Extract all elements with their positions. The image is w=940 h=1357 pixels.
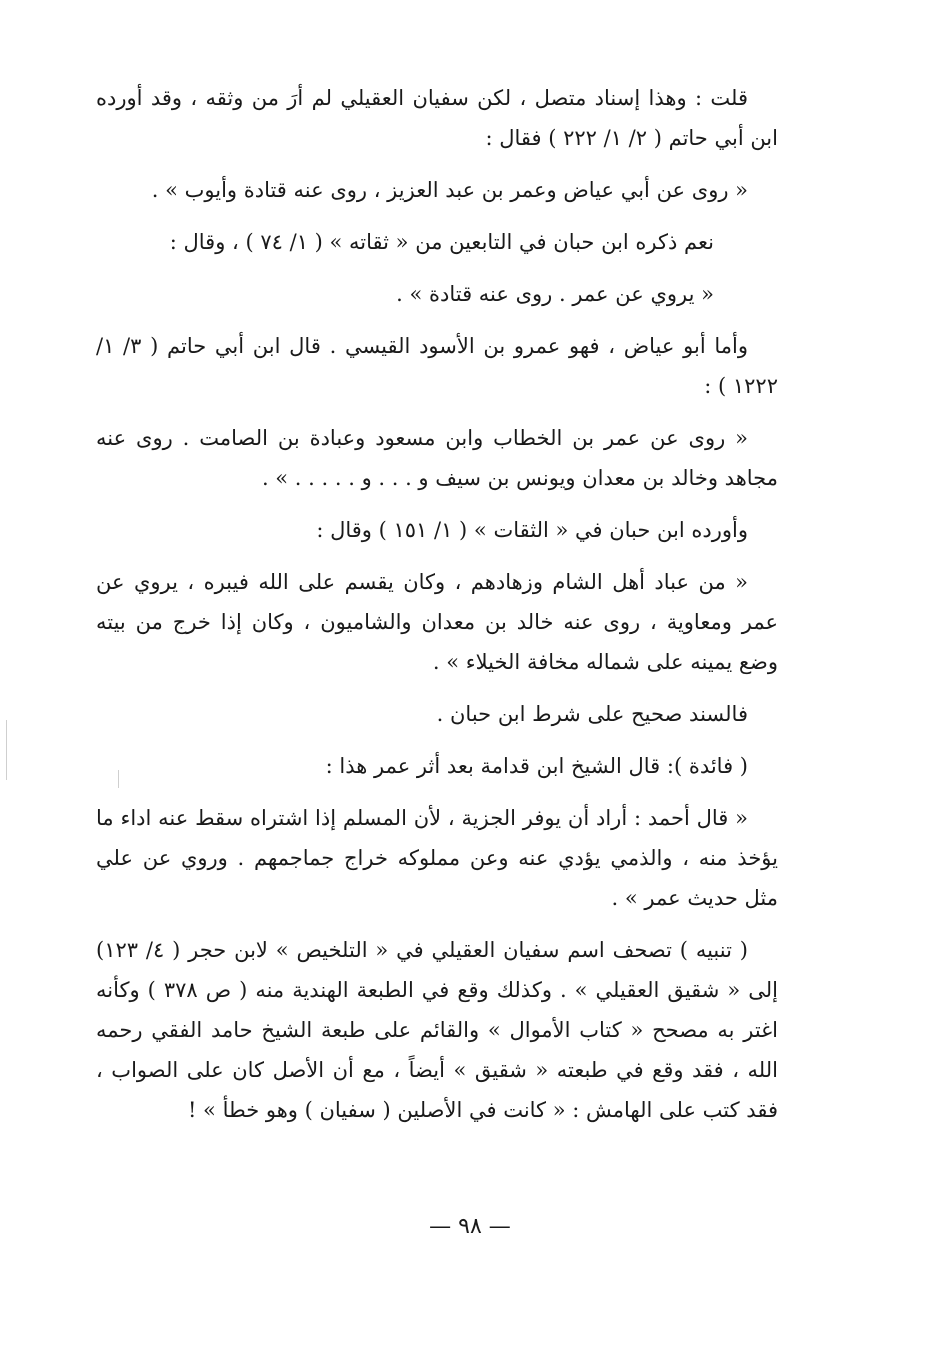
paragraph-10-note: ( فائدة ): قال الشيخ ابن قدامة بعد أثر عمر هذا : (325, 754, 748, 778)
paragraph-1: قلت : وهذا إسناد متصل ، لكن سفيان العقيلي لم أرَ من وثقه ، وقد أورده ابن أبي حاتم ( ٢/ ١/ ٢٢٢ ) فقال : (96, 86, 778, 150)
page-number: — ٩٨ — (429, 1214, 511, 1239)
paragraph-5: وأما أبو عياض ، فهو عمرو بن الأسود القيسي . قال ابن أبي حاتم ( ٣/ ١/ ١٢٢٢ ) : (96, 334, 778, 398)
paragraph-8-quote: « من عباد أهل الشام وزهادهم ، وكان يقسم على الله فيبره ، يروي عن عمر ومعاوية ، روى عنه خالد بن معدان والشاميون ، وكان إذا خرج من بيته وضع يمينه على شماله مخافة الخيلاء » . (96, 570, 778, 674)
paragraph-2-quote: « روى عن أبي عياض وعمر بن عبد العزيز ، روى عنه قتادة وأيوب » . (151, 178, 748, 202)
scan-edge-mark (6, 720, 7, 780)
paragraph-6-quote: « روى عن عمر بن الخطاب وابن مسعود وعبادة بن الصامت . روى عنه مجاهد وخالد بن معدان ويونس بن سيف و . . . و . . . . . » . (96, 426, 778, 490)
scan-speck (118, 770, 119, 788)
paragraph-3: نعم ذكره ابن حبان في التابعين من « ثقاته » ( ١/ ٧٤ ) ، وقال : (169, 230, 714, 254)
paragraph-7: وأورده ابن حبان في « الثقات » ( ١/ ١٥١ ) وقال : (316, 518, 748, 542)
page-body (96, 78, 778, 1142)
paragraph-11-quote: « قال أحمد : أراد أن يوفر الجزية ، لأن المسلم إذا اشتراه سقط عنه اداء ما يؤخذ منه ، والذمي يؤدي عنه وعن مملوكه خراج جماجمهم . وروي عن علي مثل حديث عمر » . (96, 806, 778, 910)
paragraph-4-quote: « يروي عن عمر . روى عنه قتادة » . (396, 282, 714, 306)
paragraph-9: فالسند صحيح على شرط ابن حبان . (436, 702, 748, 726)
paragraph-12-warning: ( تنبيه ) تصحف اسم سفيان العقيلي في « التلخيص » لابن حجر ( ٤/ ١٢٣) إلى « شقيق العقيلي » . وكذلك وقع في الطبعة الهندية منه ( ص ٣٧٨ ) وكأنه اغتر به مصحح « كتاب الأموال » والقائم على طبعة الشيخ حامد الفقي رحمه الله ، فقد وقع في طبعته « شقيق » أيضاً ، مع أن الأصل كان على الصواب ، فقد كتب على الهامش : « كانت في الأصلين ( سفيان ) وهو خطأ » ! (96, 938, 779, 1122)
